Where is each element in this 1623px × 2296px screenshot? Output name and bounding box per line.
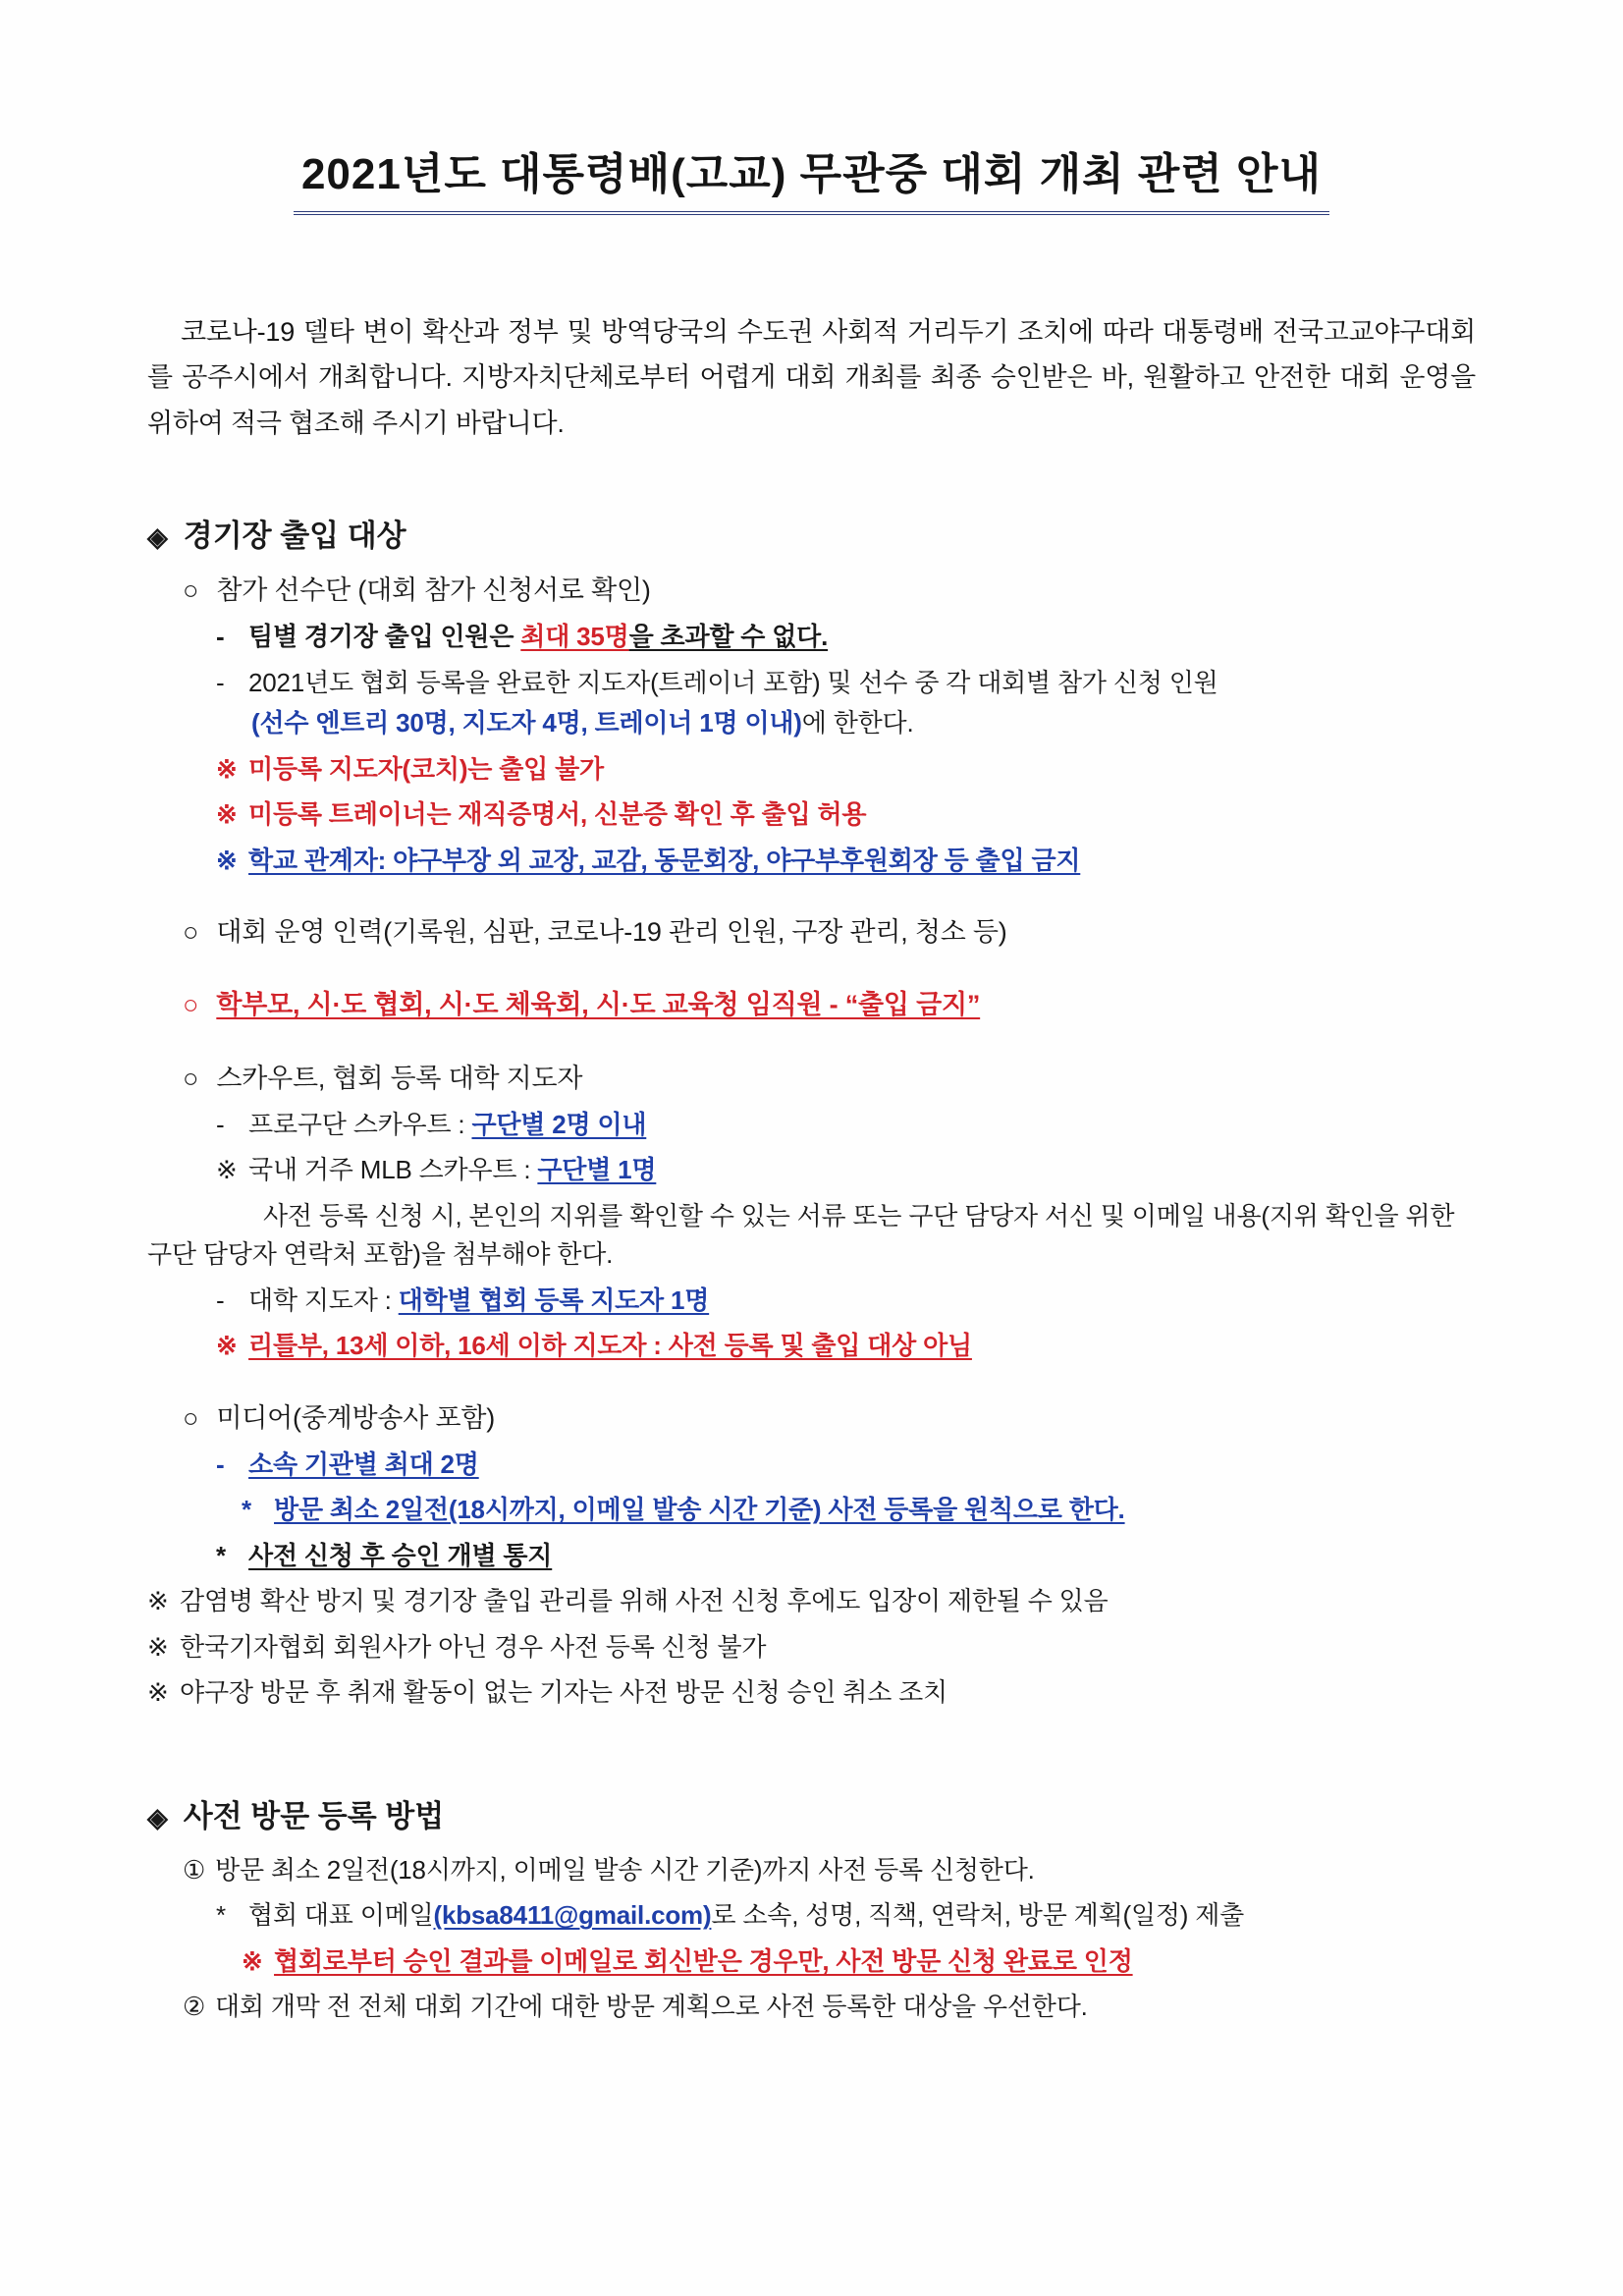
circle-marker-icon: ○: [183, 575, 199, 606]
asterisk-marker-icon: ※: [216, 753, 238, 784]
list-item-label: 팀별 경기장 출입 인원은: [248, 622, 521, 652]
list-item-banned: [147, 985, 1476, 1025]
asterisk-marker-icon: ※: [216, 1155, 238, 1185]
list-item: [147, 1896, 1476, 1936]
asterisk-marker-icon: ※: [147, 1586, 169, 1616]
list-item-label: 스카우트, 협회 등록 대학 지도자: [216, 1063, 583, 1093]
univ-coach-limit: 대학별 협회 등록 지도자 1명: [398, 1285, 710, 1315]
entry-limit-tail: 에 한한다.: [801, 708, 914, 738]
list-item-label: 대회 운영 인력(기록원, 심판, 코로나-19 관리 인원, 구장 관리, 청소 등): [216, 917, 1007, 948]
entry-limit-text: (선수 엔트리 30명, 지도자 4명, 트레이너 1명 이내): [251, 708, 802, 738]
section-heading-registration-method: [147, 1791, 1476, 1835]
note-label: 리틀부, 13세 이하, 16세 이하 지도자 : 사전 등록 및 출입 대상 아님: [248, 1331, 972, 1361]
list-item-label: 참가 선수단 (대회 참가 신청서로 확인): [216, 575, 651, 606]
dash-marker-icon: -: [216, 1449, 225, 1479]
list-item-label: 소속 기관별 최대 2명: [248, 1449, 479, 1479]
circle-marker-icon: ○: [183, 1063, 199, 1093]
number-marker-icon: ①: [183, 1854, 206, 1885]
list-item: [147, 618, 1476, 657]
spacer: [147, 1373, 1476, 1398]
mlb-scout-limit: 구단별 1명: [537, 1155, 657, 1185]
title-container: [147, 147, 1476, 215]
spacer: [147, 1746, 1476, 1791]
dash-marker-icon: -: [216, 1285, 225, 1315]
dash-marker-icon: -: [216, 667, 225, 697]
note-item: [147, 1942, 1476, 1982]
list-item: [147, 1988, 1476, 2027]
asterisk-marker-icon: *: [216, 1540, 226, 1570]
asterisk-marker-icon: ※: [147, 1677, 169, 1708]
list-item-label: 미디어(중계방송사 포함): [216, 1402, 496, 1433]
page-title: 2021년도 대통령배(고교) 무관중 대회 개최 관련 안내: [294, 147, 1329, 215]
circle-marker-icon: ○: [183, 990, 199, 1020]
list-item: [147, 912, 1476, 953]
note-label: 감염병 확산 방지 및 경기장 출입 관리를 위해 사전 신청 후에도 입장이 제한될 수 있음: [180, 1586, 1109, 1616]
note-item: [147, 1628, 1476, 1667]
asterisk-marker-icon: ※: [242, 1945, 263, 1976]
note-label: 국내 거주 MLB 스카우트 :: [248, 1155, 538, 1185]
intro-paragraph: 코로나-19 델타 변이 확산과 정부 및 방역당국의 수도권 사회적 거리두기 조치에 따라 대통령배 전국고교야구대회를 공주시에서 개최합니다. 지방자치단체로부터 어렵게 대회 개최를 최종 승인받은 바, 원활하고 안전한 대회 운영을 위하여 적극 협조해 주시기 바랍니다.: [147, 317, 1476, 438]
list-item: [147, 1282, 1476, 1321]
list-item: [147, 1537, 1476, 1576]
list-item: [147, 571, 1476, 611]
spacer: [147, 887, 1476, 912]
section-stadium-access: [147, 511, 1476, 1712]
note-label: 미등록 트레이너는 재직증명서, 신분증 확인 후 출입 허용: [248, 799, 867, 830]
note-item: [147, 842, 1476, 881]
asterisk-marker-icon: ※: [147, 1631, 169, 1662]
list-item: [147, 1446, 1476, 1485]
note-item: [147, 750, 1476, 790]
spacer: [147, 959, 1476, 985]
note-item: [147, 1327, 1476, 1366]
section-heading-label: 경기장 출입 대상: [183, 519, 406, 554]
contact-email[interactable]: (kbsa8411@gmail.com): [433, 1900, 712, 1931]
list-item-label-tail: 을 초과할 수 없다.: [628, 622, 829, 652]
note-item: [147, 1151, 1476, 1190]
note-label: 야구장 방문 후 취재 활동이 없는 기자는 사전 방문 신청 승인 취소 조치: [180, 1677, 947, 1708]
asterisk-marker-icon: ※: [216, 845, 238, 875]
diamond-icon: ◈: [147, 522, 168, 553]
section-registration-method: [147, 1791, 1476, 2027]
list-item-label: 대학 지도자 :: [248, 1285, 399, 1315]
note-label: 미등록 지도자(코치)는 출입 불가: [248, 753, 604, 784]
list-item-label: 사전 신청 후 승인 개별 통지: [248, 1540, 553, 1570]
list-item-label: 대회 개막 전 전체 대회 기간에 대한 방문 계획으로 사전 등록한 대상을 우선한다.: [215, 1992, 1088, 2022]
list-item: [147, 1851, 1476, 1890]
list-item-label: 방문 최소 2일전(18시까지, 이메일 발송 시간 기준) 사전 등록을 원칙으로 한다.: [274, 1495, 1125, 1525]
dash-marker-icon: -: [216, 622, 225, 652]
note-item: [147, 1673, 1476, 1713]
scout-paragraph: 사전 등록 신청 시, 본인의 지위를 확인할 수 있는 서류 또는 구단 담당자 서신 및 이메일 내용(지위 확인을 위한 구단 담당자 연락처 포함)을 첨부해야 한다.: [147, 1200, 1455, 1270]
list-item: [147, 1398, 1476, 1439]
note-item: [147, 795, 1476, 835]
note-label: 한국기자협회 회원사가 아닌 경우 사전 등록 신청 불가: [180, 1631, 767, 1662]
asterisk-marker-icon: *: [242, 1495, 251, 1525]
list-item-subline: [147, 704, 1476, 743]
note-item: [147, 1582, 1476, 1621]
list-item: [147, 1491, 1476, 1530]
asterisk-marker-icon: ※: [216, 799, 238, 830]
asterisk-marker-icon: *: [216, 1900, 226, 1931]
list-item: [147, 1059, 1476, 1099]
list-item-label: 프로구단 스카우트 :: [248, 1109, 472, 1139]
list-item: [147, 1106, 1476, 1145]
list-item: [147, 664, 1476, 703]
highlight-max-people: 최대 35명: [520, 622, 629, 652]
spacer: [147, 1033, 1476, 1059]
diamond-icon: ◈: [147, 1802, 168, 1832]
list-item-label-tail: 로 소속, 성명, 직책, 연락처, 방문 계획(일정) 제출: [711, 1900, 1245, 1931]
section-heading-label: 사전 방문 등록 방법: [183, 1798, 445, 1833]
list-item-label: 학부모, 시·도 협회, 시·도 체육회, 시·도 교육청 임직원 - “출입 금지”: [216, 990, 981, 1020]
asterisk-marker-icon: ※: [216, 1331, 238, 1361]
note-label: 협회로부터 승인 결과를 이메일로 회신받은 경우만, 사전 방문 신청 완료로 인정: [274, 1945, 1133, 1976]
section-heading-stadium-access: [147, 511, 1476, 555]
note-label: 학교 관계자: 야구부장 외 교장, 교감, 동문회장, 야구부후원회장 등 출입 금지: [248, 845, 1081, 875]
list-item-label: 방문 최소 2일전(18시까지, 이메일 발송 시간 기준)까지 사전 등록 신청한다.: [215, 1854, 1035, 1885]
dash-marker-icon: -: [216, 1109, 225, 1139]
list-item-label: 협회 대표 이메일: [248, 1900, 434, 1931]
circle-marker-icon: ○: [183, 917, 199, 948]
list-item-label: 2021년도 협회 등록을 완료한 지도자(트레이너 포함) 및 선수 중 각 대회별 참가 신청 인원: [248, 667, 1218, 697]
number-marker-icon: ②: [183, 1992, 206, 2022]
pro-scout-limit: 구단별 2명 이내: [471, 1109, 647, 1139]
circle-marker-icon: ○: [183, 1402, 199, 1433]
